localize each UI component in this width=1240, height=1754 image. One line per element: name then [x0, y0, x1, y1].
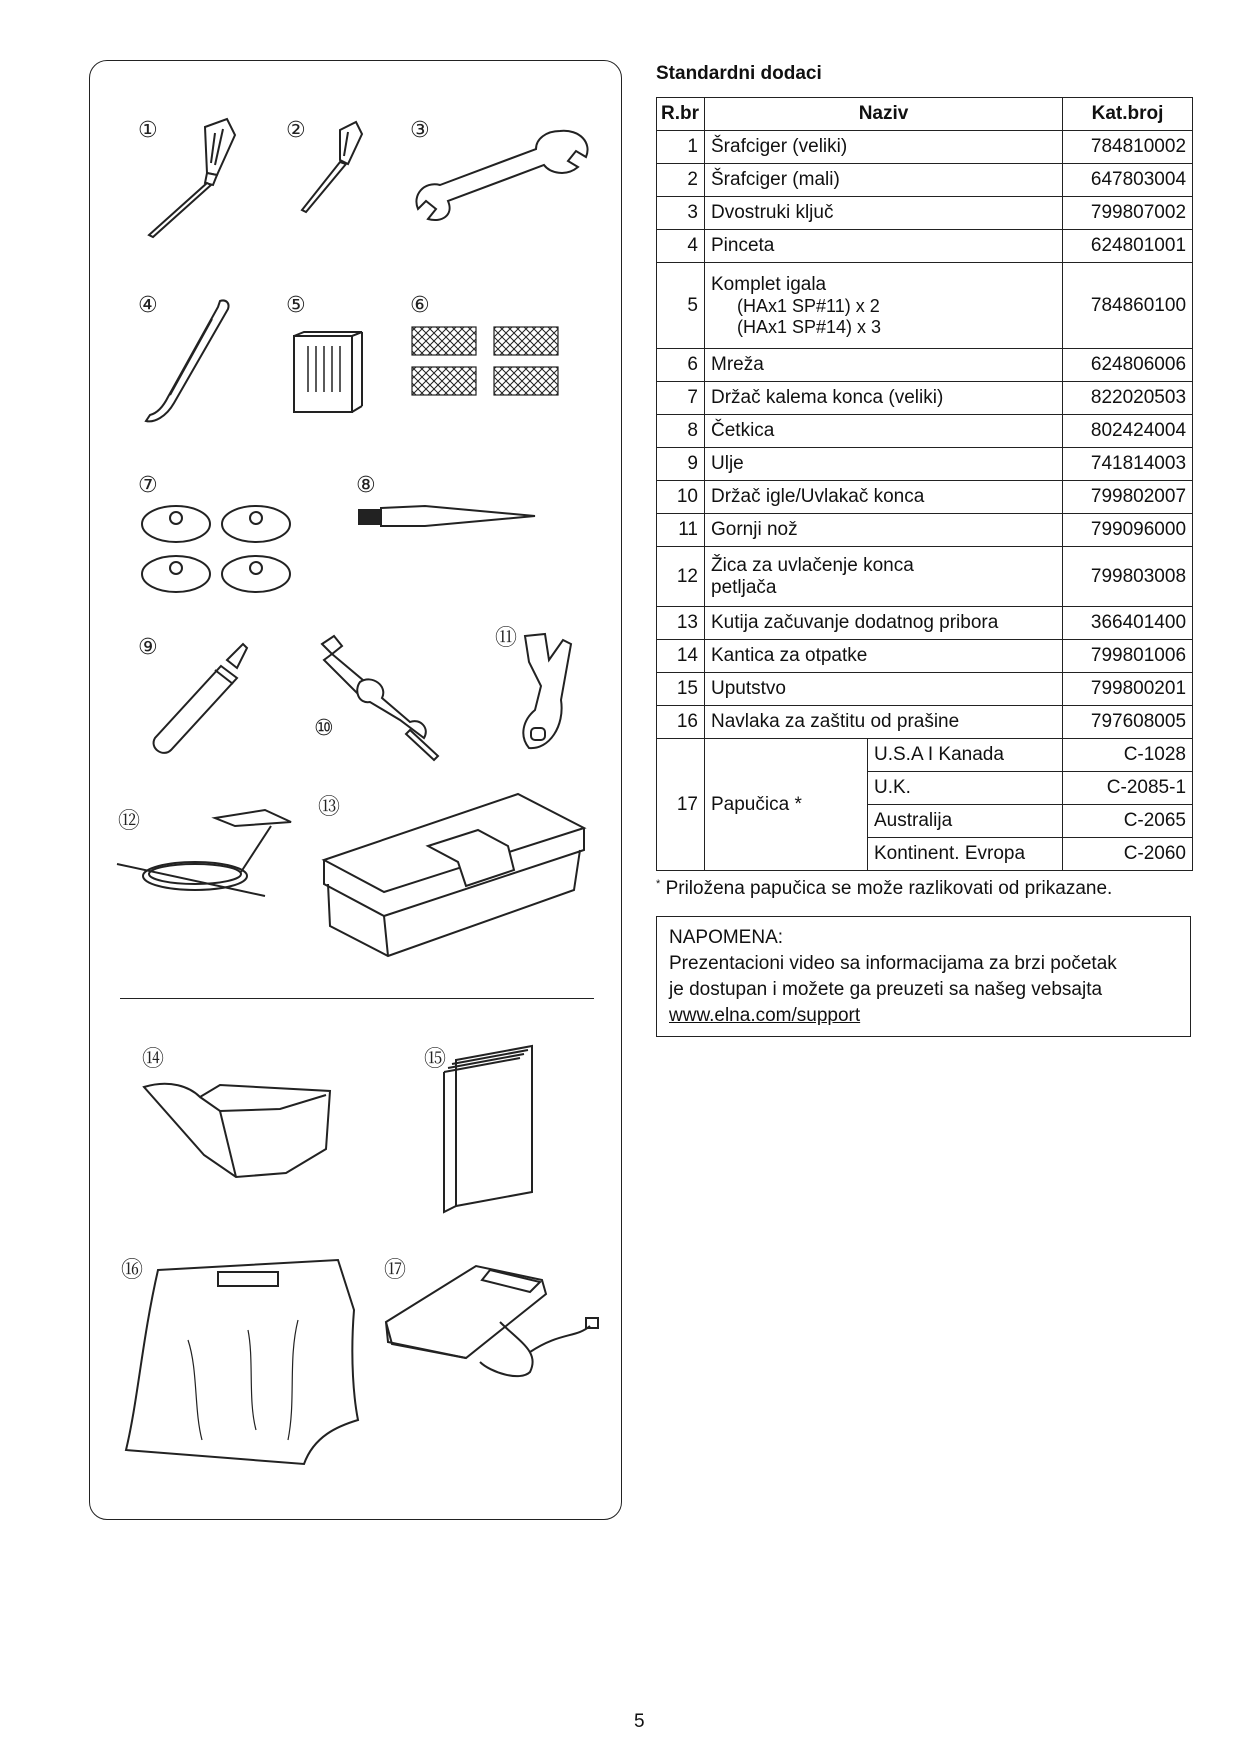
accessories-table [656, 97, 1193, 871]
row-catalog: 799802007 [1063, 481, 1193, 514]
header-naziv: Naziv [705, 98, 1063, 131]
foot-control-icon [380, 1258, 610, 1387]
accessory-box-icon [318, 788, 588, 963]
variant-region: U.S.A I Kanada [868, 739, 1063, 772]
table-row [657, 448, 1193, 481]
note-box [656, 916, 1191, 1037]
header-rbr: R.br [657, 98, 705, 131]
screwdriver-small-icon [290, 118, 370, 218]
label-3: ③ [410, 118, 430, 143]
row-number: 4 [657, 230, 705, 263]
row-name [705, 547, 1063, 607]
footnote-text: Priložena papučica se može razlikovati od prikazane. [665, 878, 1113, 899]
table-row [657, 547, 1193, 607]
row-name: Navlaka za zaštitu od prašine [705, 706, 1063, 739]
label-17: ⑰ [384, 1258, 407, 1283]
label-14: ⑭ [142, 1047, 165, 1072]
table-row [657, 230, 1193, 263]
row-name: Gornji nož [705, 514, 1063, 547]
row-number: 2 [657, 164, 705, 197]
manual-book-icon [440, 1040, 545, 1215]
row-name: Četkica [705, 415, 1063, 448]
table-row [657, 164, 1193, 197]
row-name: Držač kalema konca (veliki) [705, 382, 1063, 415]
row-catalog: 799801006 [1063, 640, 1193, 673]
row-number: 3 [657, 197, 705, 230]
double-wrench-icon [410, 125, 595, 225]
label-5: ⑤ [286, 293, 306, 318]
variant-region: Australija [868, 805, 1063, 838]
footnote-mark: * [656, 878, 661, 890]
row-name-line1: Komplet igala [711, 273, 827, 295]
label-16: ⑯ [121, 1258, 144, 1283]
row-number: 13 [657, 607, 705, 640]
table-row [657, 382, 1193, 415]
row-catalog: 624806006 [1063, 349, 1193, 382]
row-name: Kutija začuvanje dodatnog pribora [705, 607, 1063, 640]
row-catalog: 799807002 [1063, 197, 1193, 230]
table-row [657, 514, 1193, 547]
row-number: 1 [657, 131, 705, 164]
row-name: Kantica za otpatke [705, 640, 1063, 673]
net-icon [410, 325, 570, 400]
variant-catalog: C-2085-1 [1063, 772, 1193, 805]
table-row [657, 706, 1193, 739]
table-row [657, 481, 1193, 514]
table-row [657, 349, 1193, 382]
row-number: 7 [657, 382, 705, 415]
label-12: ⑫ [118, 809, 141, 834]
label-15: ⑮ [424, 1047, 447, 1072]
row-number: 14 [657, 640, 705, 673]
row-number: 9 [657, 448, 705, 481]
header-kat: Kat.broj [1063, 98, 1193, 131]
row-catalog: 784810002 [1063, 131, 1193, 164]
trim-trap-icon [140, 1065, 335, 1185]
row-catalog: 822020503 [1063, 382, 1193, 415]
table-row-foot-control [657, 739, 1193, 772]
panel-divider [120, 998, 594, 999]
table-row [657, 673, 1193, 706]
footnote [656, 878, 1112, 900]
table-header-row [657, 98, 1193, 131]
dust-cover-icon [118, 1250, 373, 1470]
row-name [705, 263, 1063, 349]
note-line-2: je dostupan i možete ga preuzeti sa našeg vebsajta [669, 979, 1103, 1000]
label-8: ⑧ [356, 473, 376, 498]
row-number: 8 [657, 415, 705, 448]
row-number: 11 [657, 514, 705, 547]
row-name: Držač igle/Uvlakač konca [705, 481, 1063, 514]
variant-catalog: C-1028 [1063, 739, 1193, 772]
upper-knife-icon [515, 630, 575, 755]
label-11: ⑪ [495, 626, 518, 651]
table-row [657, 415, 1193, 448]
label-1: ① [138, 118, 158, 143]
label-13: ⑬ [318, 795, 341, 820]
looper-threader-icon [115, 800, 305, 900]
row-catalog: 784860100 [1063, 263, 1193, 349]
variant-region: U.K. [868, 772, 1063, 805]
row-number: 5 [657, 263, 705, 349]
section-title: Standardni dodaci [656, 63, 822, 84]
note-line-1: Prezentacioni video sa informacijama za brzi početak [669, 953, 1117, 974]
row-name: Šrafciger (mali) [705, 164, 1063, 197]
tweezers-icon [140, 295, 240, 430]
row-name: Pinceta [705, 230, 1063, 263]
row-number: 6 [657, 349, 705, 382]
table-row [657, 263, 1193, 349]
row-name-line1: Žica za uvlačenje konca [711, 554, 914, 576]
oil-bottle-icon [145, 640, 255, 760]
brush-icon [355, 500, 540, 535]
row-catalog: 741814003 [1063, 448, 1193, 481]
variant-region: Kontinent. Evropa [868, 838, 1063, 871]
row-catalog: 366401400 [1063, 607, 1193, 640]
row-name-line3: (HAx1 SP#14) x 3 [737, 316, 882, 337]
label-9: ⑨ [138, 635, 158, 660]
support-link[interactable]: www.elna.com/support [669, 1005, 861, 1026]
spool-holder-icon [140, 500, 300, 600]
row-number: 15 [657, 673, 705, 706]
needle-threader-icon [310, 630, 460, 765]
table-row [657, 131, 1193, 164]
variant-catalog: C-2060 [1063, 838, 1193, 871]
page-number: 5 [634, 1711, 645, 1732]
needle-pack-icon [290, 330, 365, 415]
row-number: 10 [657, 481, 705, 514]
label-6: ⑥ [410, 293, 430, 318]
row-catalog: 799800201 [1063, 673, 1193, 706]
row-catalog: 624801001 [1063, 230, 1193, 263]
row-name-line2: petljača [711, 576, 777, 598]
label-2: ② [286, 118, 306, 143]
row-catalog: 802424004 [1063, 415, 1193, 448]
row-number: 12 [657, 547, 705, 607]
row-catalog: 647803004 [1063, 164, 1193, 197]
row-name: Dvostruki ključ [705, 197, 1063, 230]
row-catalog: 799096000 [1063, 514, 1193, 547]
row-name-line2: (HAx1 SP#11) x 2 [737, 295, 880, 316]
row-name: Papučica * [705, 739, 868, 871]
label-7: ⑦ [138, 473, 158, 498]
row-name: Ulje [705, 448, 1063, 481]
table-row [657, 607, 1193, 640]
table-row [657, 640, 1193, 673]
row-number: 16 [657, 706, 705, 739]
table-row [657, 197, 1193, 230]
label-4: ④ [138, 293, 158, 318]
row-number: 17 [657, 739, 705, 871]
note-title: NAPOMENA: [669, 927, 784, 948]
label-10: ⑩ [314, 716, 334, 741]
row-name: Šrafciger (veliki) [705, 131, 1063, 164]
row-name: Mreža [705, 349, 1063, 382]
variant-catalog: C-2065 [1063, 805, 1193, 838]
screwdriver-large-icon [135, 115, 240, 245]
row-catalog: 799803008 [1063, 547, 1193, 607]
row-name: Uputstvo [705, 673, 1063, 706]
row-catalog: 797608005 [1063, 706, 1193, 739]
